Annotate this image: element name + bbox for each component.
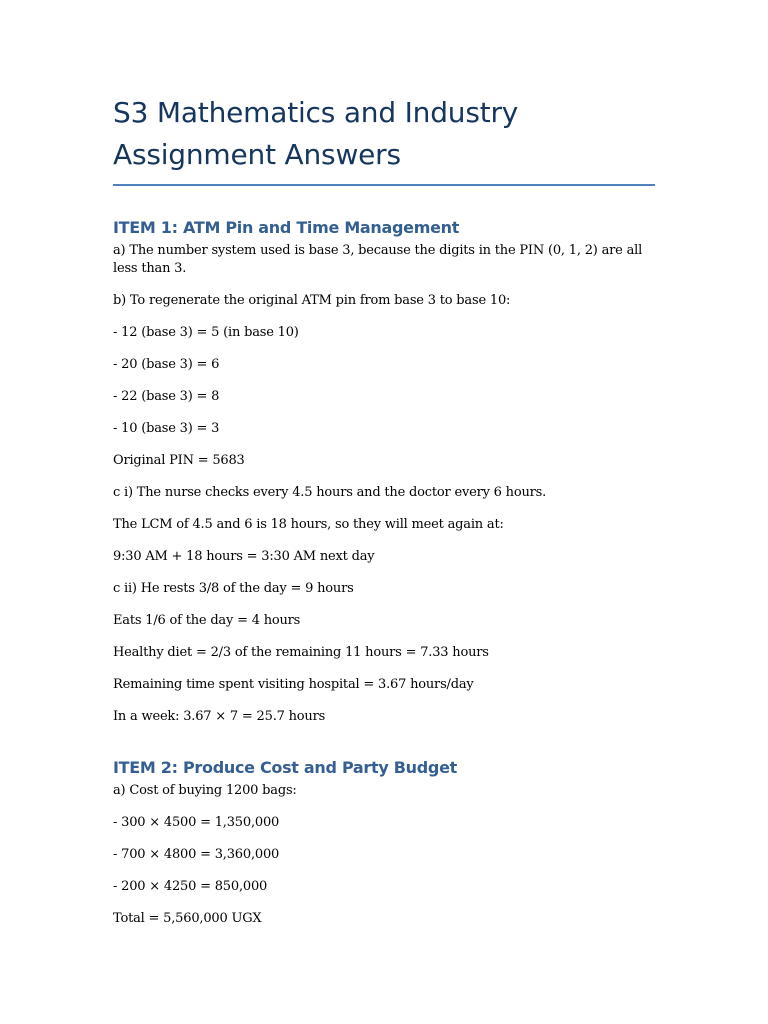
paragraph: a) The number system used is base 3, because the digits in the PIN (0, 1, 2) are all less than 3. — [113, 243, 643, 276]
paragraph: c i) The nurse checks every 4.5 hours and the doctor every 6 hours. — [113, 485, 547, 500]
paragraph: Original PIN = 5683 — [113, 453, 245, 468]
paragraph: 9:30 AM + 18 hours = 3:30 AM next day — [113, 549, 375, 564]
section-heading-item-1: ITEM 1: ATM Pin and Time Management — [113, 218, 460, 237]
paragraph: Total = 5,560,000 UGX — [113, 911, 262, 926]
paragraph: - 300 × 4500 = 1,350,000 — [113, 815, 280, 830]
paragraph: - 10 (base 3) = 3 — [113, 421, 220, 436]
paragraph: - 22 (base 3) = 8 — [113, 389, 220, 404]
paragraph: The LCM of 4.5 and 6 is 18 hours, so they will meet again at: — [113, 517, 504, 532]
paragraph: - 12 (base 3) = 5 (in base 10) — [113, 325, 299, 340]
title-line-2: Assignment Answers — [113, 138, 401, 171]
title-line-1: S3 Mathematics and Industry — [113, 96, 519, 129]
paragraph: In a week: 3.67 × 7 = 25.7 hours — [113, 709, 326, 724]
paragraph: - 200 × 4250 = 850,000 — [113, 879, 268, 894]
paragraph: Healthy diet = 2/3 of the remaining 11 hours = 7.33 hours — [113, 645, 489, 660]
paragraph: - 20 (base 3) = 6 — [113, 357, 220, 372]
paragraph: Eats 1/6 of the day = 4 hours — [113, 613, 301, 628]
paragraph: a) Cost of buying 1200 bags: — [113, 783, 297, 798]
document-body — [113, 92, 655, 928]
paragraph: c ii) He rests 3/8 of the day = 9 hours — [113, 581, 354, 596]
paragraph: Remaining time spent visiting hospital = 3.67 hours/day — [113, 677, 474, 692]
paragraph: - 700 × 4800 = 3,360,000 — [113, 847, 280, 862]
title-underline — [113, 184, 655, 186]
paragraph: b) To regenerate the original ATM pin from base 3 to base 10: — [113, 293, 511, 308]
document-title — [113, 92, 655, 176]
section-heading-item-2: ITEM 2: Produce Cost and Party Budget — [113, 758, 457, 777]
